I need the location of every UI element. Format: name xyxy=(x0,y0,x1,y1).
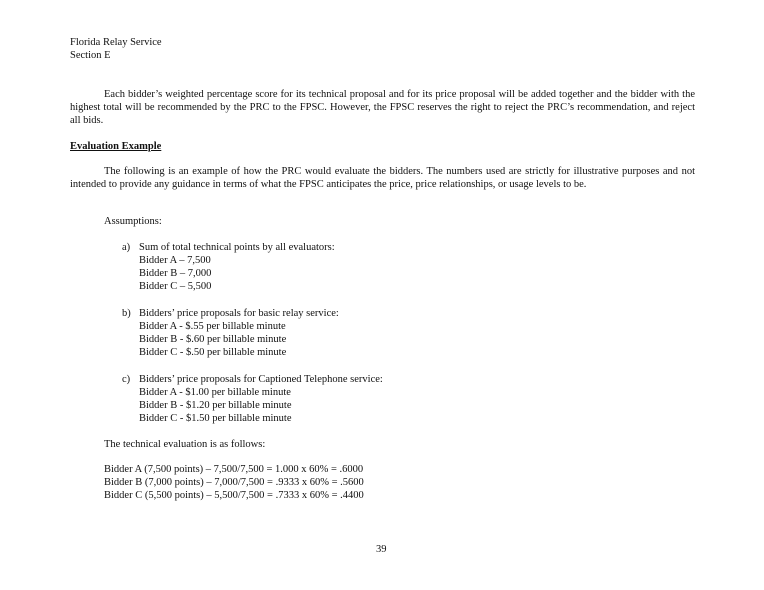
assumption-line: Bidder C – 5,500 xyxy=(139,281,212,292)
assumption-a xyxy=(122,241,335,293)
technical-evaluation-intro: The technical evaluation is as follows: xyxy=(104,439,266,450)
assumption-line: Bidder B - $.60 per billable minute xyxy=(139,334,287,345)
technical-line: Bidder B (7,000 points) – 7,000/7,500 = .9333 x 60% = .5600 xyxy=(104,477,364,488)
assumption-b xyxy=(122,307,339,359)
header-title: Florida Relay Service xyxy=(70,37,162,48)
assumption-title: Bidders’ price proposals for basic relay service: xyxy=(139,308,339,319)
header-section: Section E xyxy=(70,50,111,61)
assumption-line: Bidder A - $1.00 per billable minute xyxy=(139,387,291,398)
assumption-line: Bidder A – 7,500 xyxy=(139,255,211,266)
example-paragraph-text: The following is an example of how the PRC would evaluate the bidders. The numbers used are strictly for illustrative purposes and not intended to provide any guidance in terms of what the FPSC anticipates the price, price relationships, or usage levels to be. xyxy=(70,166,695,190)
assumption-title: Bidders’ price proposals for Captioned Telephone service: xyxy=(139,374,383,385)
page-number: 39 xyxy=(376,544,387,555)
assumption-marker: c) xyxy=(122,374,131,385)
assumption-marker: a) xyxy=(122,242,131,253)
assumption-c xyxy=(122,373,383,425)
assumption-line: Bidder C - $.50 per billable minute xyxy=(139,347,287,358)
assumption-title: Sum of total technical points by all evaluators: xyxy=(139,242,335,253)
assumption-line: Bidder A - $.55 per billable minute xyxy=(139,321,286,332)
technical-line: Bidder A (7,500 points) – 7,500/7,500 = 1.000 x 60% = .6000 xyxy=(104,464,364,475)
example-paragraph xyxy=(70,165,695,191)
evaluation-example-heading: Evaluation Example xyxy=(70,141,162,152)
assumption-line: Bidder B – 7,000 xyxy=(139,268,212,279)
intro-paragraph xyxy=(70,88,695,127)
assumption-line: Bidder B - $1.20 per billable minute xyxy=(139,400,292,411)
intro-paragraph-text: Each bidder’s weighted percentage score for its technical proposal and for its price proposal will be added together and the bidder with the highest total will be recommended by the PRC to the FPSC. However, the FPSC reserves the right to reject the PRC’s recommendation, and reject all bids. xyxy=(70,89,695,126)
assumption-marker: b) xyxy=(122,308,131,319)
assumption-line: Bidder C - $1.50 per billable minute xyxy=(139,413,292,424)
technical-evaluation-lines xyxy=(104,463,364,502)
page-header xyxy=(70,36,162,62)
technical-line: Bidder C (5,500 points) – 5,500/7,500 = .7333 x 60% = .4400 xyxy=(104,490,364,501)
assumptions-label: Assumptions: xyxy=(104,216,162,227)
